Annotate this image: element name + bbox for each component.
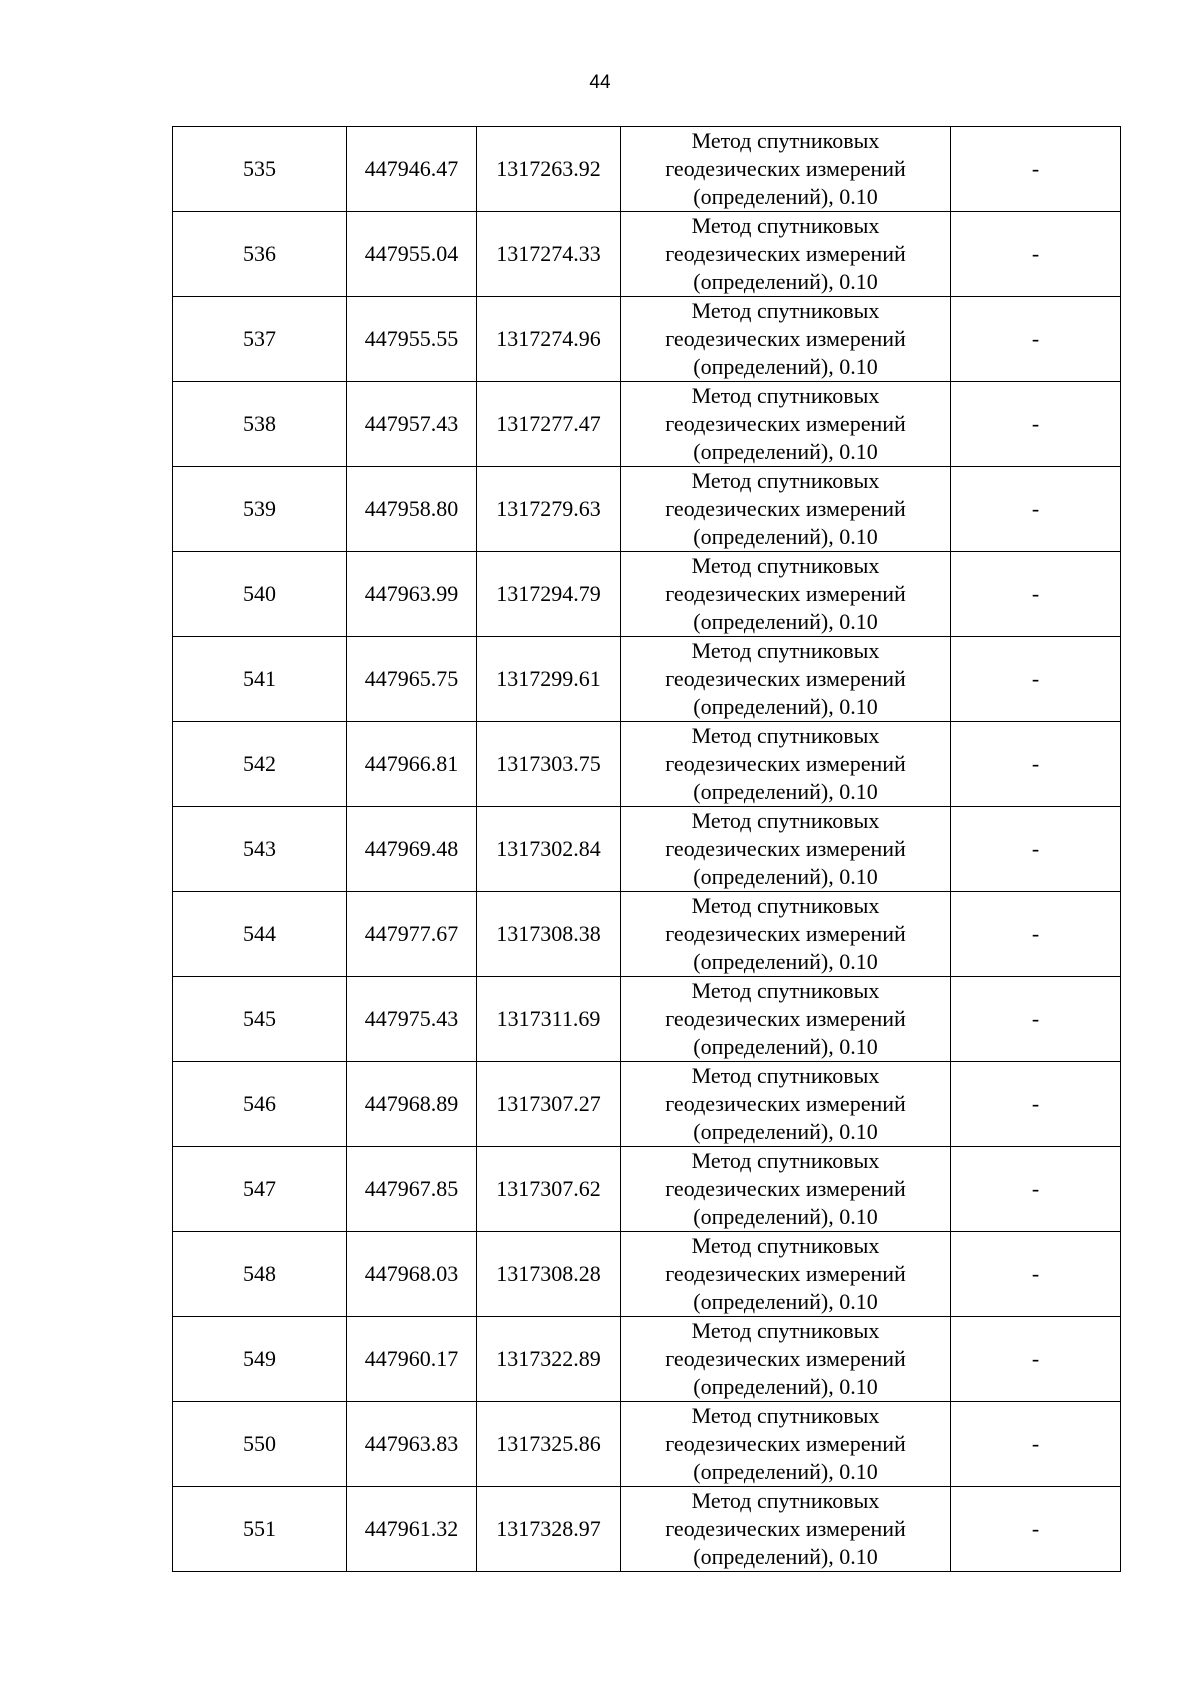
method-line: (определений), 0.10 (693, 269, 878, 294)
method-line: геодезических измерений (665, 1261, 906, 1286)
note-cell: - (951, 1062, 1121, 1147)
point-number-cell: 537 (173, 297, 347, 382)
table-row (173, 1317, 1121, 1402)
method-line: (определений), 0.10 (693, 1204, 878, 1229)
method-line: геодезических измерений (665, 1006, 906, 1031)
method-cell (621, 977, 951, 1062)
method-line: геодезических измерений (665, 1091, 906, 1116)
method-line: Метод спутниковых (691, 893, 880, 918)
method-cell (621, 892, 951, 977)
note-cell: - (951, 1487, 1121, 1572)
method-line: Метод спутниковых (691, 383, 880, 408)
x-coordinate-cell: 447965.75 (347, 637, 477, 722)
point-number-cell: 541 (173, 637, 347, 722)
table-row (173, 552, 1121, 637)
note-cell: - (951, 1402, 1121, 1487)
point-number-cell: 539 (173, 467, 347, 552)
x-coordinate-cell: 447955.55 (347, 297, 477, 382)
method-line: геодезических измерений (665, 156, 906, 181)
method-line: геодезических измерений (665, 326, 906, 351)
table-row (173, 1062, 1121, 1147)
x-coordinate-cell: 447967.85 (347, 1147, 477, 1232)
table-row (173, 722, 1121, 807)
x-coordinate-cell: 447968.03 (347, 1232, 477, 1317)
method-cell (621, 1232, 951, 1317)
y-coordinate-cell: 1317274.33 (477, 212, 621, 297)
method-cell (621, 297, 951, 382)
x-coordinate-cell: 447966.81 (347, 722, 477, 807)
table-row (173, 1147, 1121, 1232)
note-cell: - (951, 297, 1121, 382)
point-number-cell: 535 (173, 127, 347, 212)
method-line: Метод спутниковых (691, 1403, 880, 1428)
method-line: геодезических измерений (665, 1346, 906, 1371)
x-coordinate-cell: 447960.17 (347, 1317, 477, 1402)
point-number-cell: 550 (173, 1402, 347, 1487)
x-coordinate-cell: 447963.83 (347, 1402, 477, 1487)
method-line: геодезических измерений (665, 241, 906, 266)
table-body (173, 127, 1121, 1572)
method-line: Метод спутниковых (691, 1233, 880, 1258)
x-coordinate-cell: 447961.32 (347, 1487, 477, 1572)
y-coordinate-cell: 1317307.27 (477, 1062, 621, 1147)
method-cell (621, 467, 951, 552)
x-coordinate-cell: 447969.48 (347, 807, 477, 892)
table-row (173, 1402, 1121, 1487)
method-cell (621, 1402, 951, 1487)
point-number-cell: 540 (173, 552, 347, 637)
x-coordinate-cell: 447958.80 (347, 467, 477, 552)
method-line: геодезических измерений (665, 1431, 906, 1456)
method-line: (определений), 0.10 (693, 1374, 878, 1399)
method-line: (определений), 0.10 (693, 864, 878, 889)
y-coordinate-cell: 1317299.61 (477, 637, 621, 722)
method-cell (621, 1062, 951, 1147)
point-number-cell: 548 (173, 1232, 347, 1317)
method-cell (621, 212, 951, 297)
method-line: (определений), 0.10 (693, 1289, 878, 1314)
method-line: Метод спутниковых (691, 1063, 880, 1088)
note-cell: - (951, 722, 1121, 807)
y-coordinate-cell: 1317325.86 (477, 1402, 621, 1487)
y-coordinate-cell: 1317294.79 (477, 552, 621, 637)
x-coordinate-cell: 447963.99 (347, 552, 477, 637)
method-cell (621, 1317, 951, 1402)
method-cell (621, 1147, 951, 1232)
method-line: (определений), 0.10 (693, 1119, 878, 1144)
method-line: геодезических измерений (665, 411, 906, 436)
method-line: (определений), 0.10 (693, 694, 878, 719)
x-coordinate-cell: 447957.43 (347, 382, 477, 467)
method-line: Метод спутниковых (691, 553, 880, 578)
method-line: (определений), 0.10 (693, 439, 878, 464)
y-coordinate-cell: 1317322.89 (477, 1317, 621, 1402)
method-line: геодезических измерений (665, 496, 906, 521)
point-number-cell: 551 (173, 1487, 347, 1572)
method-line: (определений), 0.10 (693, 1544, 878, 1569)
note-cell: - (951, 552, 1121, 637)
method-line: Метод спутниковых (691, 808, 880, 833)
method-cell (621, 1487, 951, 1572)
point-number-cell: 549 (173, 1317, 347, 1402)
y-coordinate-cell: 1317303.75 (477, 722, 621, 807)
method-line: геодезических измерений (665, 581, 906, 606)
method-line: Метод спутниковых (691, 723, 880, 748)
x-coordinate-cell: 447968.89 (347, 1062, 477, 1147)
note-cell: - (951, 382, 1121, 467)
point-number-cell: 536 (173, 212, 347, 297)
note-cell: - (951, 467, 1121, 552)
y-coordinate-cell: 1317274.96 (477, 297, 621, 382)
note-cell: - (951, 1147, 1121, 1232)
coordinates-table (172, 126, 1121, 1572)
table-row (173, 467, 1121, 552)
method-line: геодезических измерений (665, 836, 906, 861)
method-line: геодезических измерений (665, 666, 906, 691)
y-coordinate-cell: 1317279.63 (477, 467, 621, 552)
method-line: (определений), 0.10 (693, 949, 878, 974)
x-coordinate-cell: 447946.47 (347, 127, 477, 212)
note-cell: - (951, 977, 1121, 1062)
method-cell (621, 552, 951, 637)
method-line: (определений), 0.10 (693, 524, 878, 549)
point-number-cell: 538 (173, 382, 347, 467)
method-line: Метод спутниковых (691, 468, 880, 493)
method-cell (621, 807, 951, 892)
method-line: (определений), 0.10 (693, 1459, 878, 1484)
method-line: Метод спутниковых (691, 213, 880, 238)
y-coordinate-cell: 1317263.92 (477, 127, 621, 212)
y-coordinate-cell: 1317311.69 (477, 977, 621, 1062)
table-row (173, 977, 1121, 1062)
method-line: (определений), 0.10 (693, 354, 878, 379)
note-cell: - (951, 807, 1121, 892)
method-line: геодезических измерений (665, 1176, 906, 1201)
method-line: Метод спутниковых (691, 1488, 880, 1513)
table-row (173, 1232, 1121, 1317)
y-coordinate-cell: 1317302.84 (477, 807, 621, 892)
method-cell (621, 127, 951, 212)
point-number-cell: 547 (173, 1147, 347, 1232)
method-line: геодезических измерений (665, 921, 906, 946)
method-line: геодезических измерений (665, 751, 906, 776)
page-number: 44 (589, 72, 611, 93)
note-cell: - (951, 212, 1121, 297)
y-coordinate-cell: 1317307.62 (477, 1147, 621, 1232)
y-coordinate-cell: 1317277.47 (477, 382, 621, 467)
point-number-cell: 543 (173, 807, 347, 892)
method-cell (621, 637, 951, 722)
point-number-cell: 545 (173, 977, 347, 1062)
method-line: Метод спутниковых (691, 1318, 880, 1343)
x-coordinate-cell: 447955.04 (347, 212, 477, 297)
method-cell (621, 382, 951, 467)
y-coordinate-cell: 1317308.38 (477, 892, 621, 977)
table-row (173, 382, 1121, 467)
method-line: Метод спутниковых (691, 298, 880, 323)
table-row (173, 127, 1121, 212)
note-cell: - (951, 892, 1121, 977)
method-line: Метод спутниковых (691, 1148, 880, 1173)
x-coordinate-cell: 447977.67 (347, 892, 477, 977)
note-cell: - (951, 637, 1121, 722)
method-line: (определений), 0.10 (693, 1034, 878, 1059)
table-row (173, 637, 1121, 722)
y-coordinate-cell: 1317328.97 (477, 1487, 621, 1572)
method-line: геодезических измерений (665, 1516, 906, 1541)
note-cell: - (951, 1317, 1121, 1402)
x-coordinate-cell: 447975.43 (347, 977, 477, 1062)
table-row (173, 807, 1121, 892)
method-line: Метод спутниковых (691, 978, 880, 1003)
method-line: (определений), 0.10 (693, 609, 878, 634)
y-coordinate-cell: 1317308.28 (477, 1232, 621, 1317)
point-number-cell: 546 (173, 1062, 347, 1147)
method-line: (определений), 0.10 (693, 184, 878, 209)
note-cell: - (951, 127, 1121, 212)
point-number-cell: 544 (173, 892, 347, 977)
table-row (173, 892, 1121, 977)
point-number-cell: 542 (173, 722, 347, 807)
method-line: (определений), 0.10 (693, 779, 878, 804)
method-line: Метод спутниковых (691, 128, 880, 153)
table-row (173, 297, 1121, 382)
method-cell (621, 722, 951, 807)
table-row (173, 212, 1121, 297)
note-cell: - (951, 1232, 1121, 1317)
table-row (173, 1487, 1121, 1572)
method-line: Метод спутниковых (691, 638, 880, 663)
